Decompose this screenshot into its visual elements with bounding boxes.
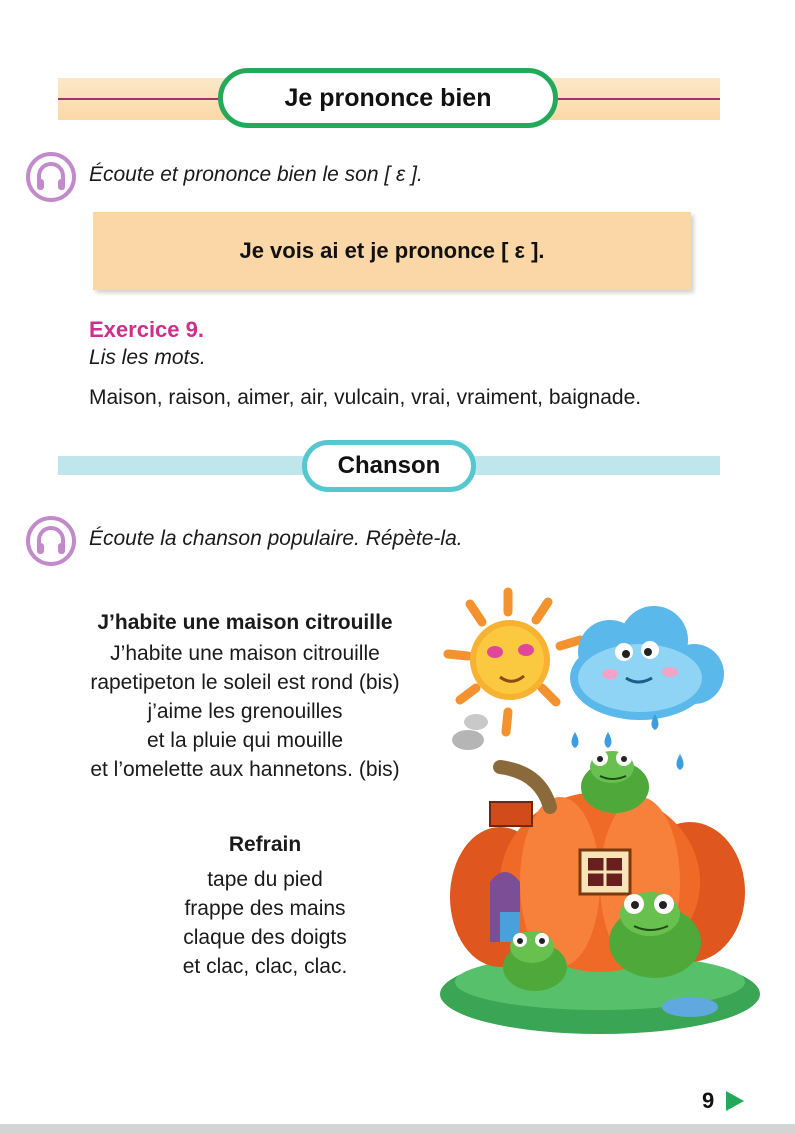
song-line: et l’omelette aux hannetons. (bis) bbox=[90, 758, 400, 781]
next-page-arrow-icon[interactable] bbox=[726, 1091, 744, 1111]
song-line: rapetipeton le soleil est rond (bis) bbox=[90, 671, 400, 694]
refrain-line: et clac, clac, clac. bbox=[182, 955, 348, 978]
headphones-icon[interactable] bbox=[26, 152, 76, 202]
section-title-song: Chanson bbox=[302, 440, 476, 492]
refrain-line: tape du pied bbox=[207, 868, 323, 891]
refrain-line: claque des doigts bbox=[183, 926, 347, 949]
section-title-pronunciation: Je prononce bien bbox=[218, 68, 558, 128]
song-line: j’aime les grenouilles bbox=[147, 700, 343, 723]
song-line: et la pluie qui mouille bbox=[146, 729, 344, 752]
listen-instruction-1: Écoute et prononce bien le son [ ε ]. bbox=[89, 163, 423, 186]
pumpkin-house-illustration bbox=[440, 582, 765, 1037]
page-footer-bar bbox=[0, 1124, 795, 1134]
song-block bbox=[60, 608, 430, 784]
song-title: J’habite une maison citrouille bbox=[97, 611, 393, 634]
exercise-instruction: Lis les mots. bbox=[89, 346, 206, 369]
headphones-icon[interactable] bbox=[26, 516, 76, 566]
refrain-block bbox=[140, 830, 390, 981]
refrain-title: Refrain bbox=[228, 833, 302, 856]
rule-box: Je vois ai et je prononce [ ε ]. bbox=[93, 212, 691, 290]
song-line: J’habite une maison citrouille bbox=[110, 642, 380, 665]
exercise-words: Maison, raison, aimer, air, vulcain, vrai, vraiment, baignade. bbox=[89, 386, 642, 409]
listen-instruction-2: Écoute la chanson populaire. Répète-la. bbox=[89, 527, 463, 550]
page-number: 9 bbox=[702, 1088, 715, 1113]
exercise-title: Exercice 9. bbox=[89, 317, 204, 342]
refrain-line: frappe des mains bbox=[184, 897, 346, 920]
